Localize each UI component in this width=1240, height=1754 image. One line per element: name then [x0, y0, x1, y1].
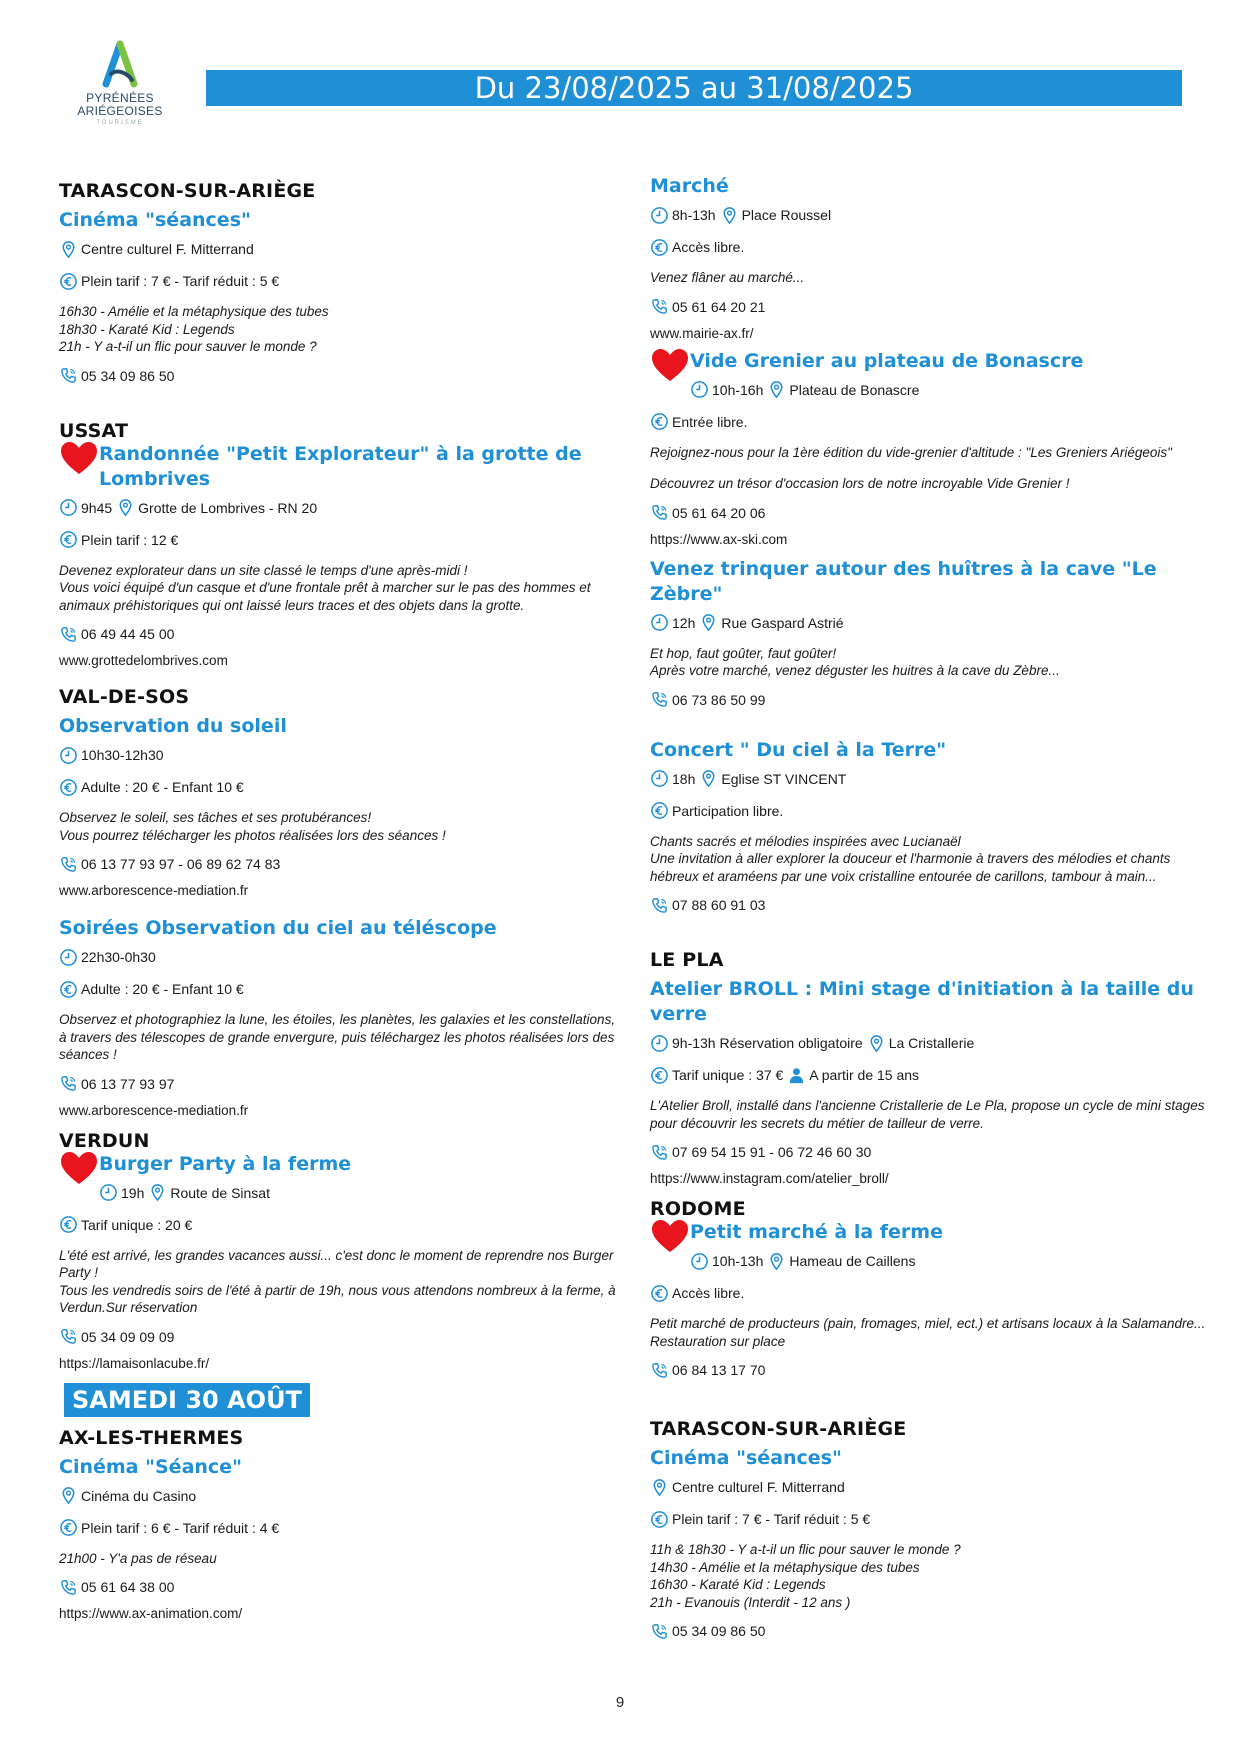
clock-icon — [650, 1034, 669, 1053]
euro-icon — [59, 1518, 78, 1537]
desc-line: 21h - Evanouis (Interdit - 12 ans ) — [650, 1594, 851, 1610]
event-valdesos-telescope — [59, 916, 619, 1120]
event-place: La Cristallerie — [888, 1035, 975, 1051]
event-verdun-burger — [59, 1130, 619, 1373]
event-place-line — [59, 1486, 619, 1506]
event-website[interactable]: www.grottedelombrives.com — [59, 653, 228, 668]
event-place: Grotte de Lombrives - RN 20 — [138, 499, 318, 516]
event-phone-line — [59, 624, 619, 644]
desc-line: 16h30 - Karaté Kid : Legends — [650, 1577, 826, 1592]
event-rodome-marche — [650, 1198, 1210, 1380]
event-phone[interactable]: 06 13 77 93 97 — [81, 1075, 175, 1092]
event-price-line — [650, 1283, 1210, 1303]
right-column — [650, 174, 1210, 1649]
page-number: 9 — [615, 1694, 625, 1711]
event-phone[interactable]: 05 61 64 38 00 — [81, 1579, 175, 1595]
event-title: Marché — [650, 175, 729, 197]
desc-line: Découvrez un trésor d'occasion lors de notre incroyable Vide Grenier ! — [650, 476, 1070, 491]
location-pin-icon — [720, 206, 739, 225]
heart-icon — [59, 440, 99, 476]
event-website[interactable]: https://lamaisonlacube.fr/ — [59, 1355, 210, 1371]
event-phone-line — [650, 297, 1210, 317]
event-time-line — [59, 947, 619, 967]
euro-icon — [650, 1284, 669, 1303]
event-time: 10h30-12h30 — [81, 747, 164, 763]
event-time-line — [650, 769, 1210, 789]
event-price-line — [59, 1215, 619, 1235]
event-time: 22h30-0h30 — [81, 949, 156, 965]
event-place: Hameau de Caillens — [789, 1253, 916, 1269]
phone-icon — [650, 1361, 669, 1380]
clock-icon — [690, 1252, 709, 1271]
event-place: Eglise ST VINCENT — [721, 770, 847, 787]
desc-line: 21h - Y a-t-il un flic pour sauver le monde ? — [59, 339, 317, 354]
euro-icon — [59, 272, 78, 291]
event-phone[interactable]: 07 69 54 15 91 - 06 72 46 60 30 — [672, 1144, 872, 1160]
event-phone[interactable]: 05 61 64 20 06 — [672, 504, 766, 521]
left-column — [59, 180, 619, 1639]
desc-line: 14h30 - Amélie et la métaphysique des tubes — [650, 1559, 920, 1575]
phone-icon — [59, 1074, 78, 1093]
event-ussat-randonnee — [59, 420, 619, 671]
location-pin-icon — [867, 1034, 886, 1053]
town-heading: TARASCON-SUR-ARIÈGE — [650, 1418, 907, 1440]
event-time-line — [650, 380, 1210, 400]
event-phone[interactable]: 05 34 09 09 09 — [81, 1328, 175, 1345]
location-pin-icon — [148, 1183, 167, 1202]
location-pin-icon — [59, 1486, 78, 1505]
event-title: Venez trinquer autour des huîtres à la cave "Le Zèbre" — [650, 557, 1157, 605]
event-website[interactable]: https://www.ax-ski.com — [650, 531, 788, 547]
event-lepla-atelier — [650, 949, 1210, 1188]
heart-icon — [650, 347, 690, 383]
desc-line: Vous voici équipé d'un casque et d'une frontale prêt à marcher sur le pas des hommes et animaux préhistoriques qui ont laissé leurs traces et des objets dans la grotte. — [59, 580, 591, 613]
event-title-text: Petit marché à la ferme — [690, 1221, 943, 1243]
desc-line: Une invitation à aller explorer la douceur et l'harmonie à travers des mélodies et chants hébreux et araméens par une voix cristalline entourée de carillons, tambour à main... — [650, 851, 1171, 884]
clock-icon — [650, 206, 669, 225]
event-phone[interactable]: 07 88 60 91 03 — [672, 897, 766, 913]
logo — [70, 40, 170, 126]
clock-icon — [650, 613, 669, 632]
location-pin-icon — [767, 380, 786, 399]
event-price-line — [650, 1065, 1210, 1085]
phone-icon — [59, 625, 78, 644]
event-phone[interactable]: 06 73 86 50 99 — [672, 691, 766, 708]
event-vide-grenier — [650, 349, 1210, 549]
desc-line: Rejoignez-nous pour la 1ère édition du vide-grenier d'altitude : "Les Greniers Ariégeois" — [650, 444, 1172, 460]
clock-icon — [59, 498, 78, 517]
euro-icon — [650, 801, 669, 820]
location-pin-icon — [767, 1252, 786, 1271]
phone-icon — [650, 1143, 669, 1162]
event-time-line — [650, 205, 1210, 225]
event-description: 21h00 - Y'a pas de réseau — [59, 1550, 217, 1566]
event-phone-line — [650, 1142, 1210, 1162]
event-description — [650, 444, 1210, 493]
event-price: Adulte : 20 € - Enfant 10 € — [81, 779, 244, 795]
event-phone[interactable]: 06 84 13 17 70 — [672, 1362, 766, 1378]
event-time: 12h — [672, 614, 696, 631]
event-time: 18h — [672, 770, 696, 787]
event-description — [650, 645, 1210, 680]
desc-line: Devenez explorateur dans un site classé le temps d'une après-midi ! — [59, 562, 468, 578]
event-description: Observez et photographiez la lune, les étoiles, les planètes, les galaxies et les constellations, à travers des télescopes de grande envergure, puis téléchargez les photos réalisées lors des séances ! — [59, 1012, 616, 1062]
phone-icon — [59, 366, 78, 385]
event-place: Rue Gaspard Astrié — [721, 614, 844, 631]
euro-icon — [59, 1215, 78, 1234]
event-phone[interactable]: 05 61 64 20 21 — [672, 298, 766, 315]
event-tarascon-cinema-30 — [650, 1418, 1210, 1641]
event-time: 8h-13h — [672, 207, 716, 223]
date-range-banner: Du 23/08/2025 au 31/08/2025 — [206, 70, 1182, 106]
event-ax-cinema — [59, 1427, 619, 1624]
euro-icon — [650, 238, 669, 257]
event-phone-line — [59, 366, 619, 386]
event-phone-line — [650, 690, 1210, 710]
event-huitres — [650, 557, 1210, 710]
event-price: Accès libre. — [672, 239, 745, 255]
town-heading: RODOME — [650, 1198, 746, 1220]
event-phone-line — [650, 1360, 1210, 1380]
desc-line: Restauration sur place — [650, 1333, 786, 1349]
location-pin-icon — [699, 613, 718, 632]
event-title: Cinéma "séances" — [59, 209, 251, 231]
heart-icon — [59, 1150, 99, 1186]
phone-icon — [59, 855, 78, 874]
euro-icon — [59, 530, 78, 549]
desc-line: Chants sacrés et mélodies inspirées avec Lucianaël — [650, 833, 961, 849]
event-price: Tarif unique : 20 € — [81, 1216, 193, 1233]
location-pin-icon — [59, 240, 78, 259]
event-description — [650, 833, 1210, 886]
event-price: Accès libre. — [672, 1285, 745, 1301]
event-title: Atelier BROLL : Mini stage d'initiation à la taille du verre — [650, 978, 1194, 1025]
event-time: 10h-13h — [712, 1253, 764, 1269]
town-heading: LE PLA — [650, 949, 724, 971]
event-tarascon-cinema — [59, 180, 619, 386]
phone-icon — [650, 896, 669, 915]
event-title — [650, 349, 1210, 374]
event-website[interactable]: https://www.instagram.com/atelier_broll/ — [650, 1171, 889, 1186]
event-title: Soirées Observation du ciel au téléscope — [59, 917, 497, 939]
person-icon — [787, 1066, 806, 1085]
clock-icon — [59, 948, 78, 967]
event-price-line — [59, 1518, 619, 1538]
location-pin-icon — [699, 769, 718, 788]
clock-icon — [650, 769, 669, 788]
phone-icon — [59, 1327, 78, 1346]
event-price: Entrée libre. — [672, 413, 748, 430]
desc-line: L'été est arrivé, les grandes vacances aussi... c'est donc le moment de reprendre nos Burger Party ! — [59, 1247, 614, 1280]
phone-icon — [650, 503, 669, 522]
event-price-line — [650, 1509, 1210, 1529]
event-valdesos-soleil — [59, 686, 619, 900]
event-time-line — [59, 745, 619, 765]
clock-icon — [99, 1183, 118, 1202]
event-marche — [650, 174, 1210, 343]
desc-line: Observez le soleil, ses tâches et ses protubérances! — [59, 810, 372, 825]
event-time: 9h-13h Réservation obligatoire — [672, 1035, 863, 1051]
event-phone-line — [59, 1577, 619, 1597]
event-place: Cinéma du Casino — [81, 1487, 197, 1504]
event-place-line — [650, 1477, 1210, 1497]
event-time-line — [650, 1251, 1210, 1271]
euro-icon — [59, 980, 78, 999]
event-title — [650, 1220, 1210, 1245]
day-banner: SAMEDI 30 AOÛT — [64, 1383, 310, 1417]
town-heading: VAL-DE-SOS — [59, 686, 190, 708]
event-place: Place Roussel — [741, 207, 832, 223]
event-price: Plein tarif : 7 € - Tarif réduit : 5 € — [672, 1511, 871, 1527]
town-heading: USSAT — [59, 419, 129, 442]
desc-line: Vous pourrez télécharger les photos réalisées lors des séances ! — [59, 827, 446, 843]
event-price-line — [650, 801, 1210, 821]
event-price-line — [650, 237, 1210, 257]
event-price: Plein tarif : 7 € - Tarif réduit : 5 € — [81, 273, 280, 289]
event-title: Cinéma "séances" — [650, 1447, 842, 1469]
event-place: Centre culturel F. Mitterrand — [672, 1479, 845, 1495]
event-website[interactable]: www.arborescence-mediation.fr — [59, 883, 249, 898]
event-phone-line — [59, 1074, 619, 1094]
event-time: 10h-16h — [712, 381, 764, 398]
desc-line: 11h & 18h30 - Y a-t-il un flic pour sauver le monde ? — [650, 1542, 961, 1557]
event-price-line — [59, 777, 619, 797]
event-price: Adulte : 20 € - Enfant 10 € — [81, 981, 244, 997]
event-website[interactable]: www.mairie-ax.fr/ — [650, 325, 754, 341]
event-website[interactable]: https://www.ax-animation.com/ — [59, 1606, 243, 1621]
phone-icon — [650, 690, 669, 709]
event-title: Concert " Du ciel à la Terre" — [650, 738, 947, 761]
logo-mark-icon — [98, 40, 142, 92]
euro-icon — [650, 1066, 669, 1085]
event-place: Centre culturel F. Mitterrand — [81, 241, 254, 257]
logo-line-1: PYRÉNÉES — [86, 91, 154, 105]
event-time-line — [650, 613, 1210, 633]
event-description — [650, 1315, 1210, 1350]
event-description — [59, 562, 619, 615]
desc-line: Et hop, faut goûter, faut goûter! — [650, 645, 837, 661]
logo-line-2: ARIÉGEOISES — [77, 104, 163, 118]
event-title-text: Vide Grenier au plateau de Bonascre — [690, 349, 1084, 372]
event-website[interactable]: www.arborescence-mediation.fr — [59, 1102, 249, 1118]
desc-line: 18h30 - Karaté Kid : Legends — [59, 321, 235, 337]
euro-icon — [650, 412, 669, 431]
event-phone[interactable]: 05 34 09 86 50 — [81, 367, 175, 384]
event-time: 9h45 — [81, 499, 113, 516]
event-description — [59, 1247, 619, 1317]
phone-icon — [650, 1622, 669, 1641]
event-phone-line — [59, 854, 619, 874]
clock-icon — [59, 746, 78, 765]
event-age: A partir de 15 ans — [809, 1067, 920, 1083]
euro-icon — [650, 1510, 669, 1529]
event-phone[interactable]: 06 13 77 93 97 - 06 89 62 74 83 — [81, 856, 281, 872]
event-phone-line — [650, 503, 1210, 523]
event-time-line — [59, 1183, 619, 1203]
phone-icon — [650, 297, 669, 316]
event-phone[interactable]: 06 49 44 45 00 — [81, 626, 175, 642]
event-price: Participation libre. — [672, 802, 784, 819]
heart-icon — [650, 1218, 690, 1254]
clock-icon — [690, 380, 709, 399]
event-title-text: Burger Party à la ferme — [99, 1152, 352, 1175]
event-price-line — [59, 271, 619, 291]
event-title: Cinéma "Séance" — [59, 1455, 242, 1478]
event-title-text: Randonnée "Petit Explorateur" à la grotte de Lombrives — [99, 442, 582, 490]
event-time: 19h — [121, 1184, 145, 1201]
event-title — [59, 1152, 619, 1177]
desc-line: Tous les vendredis soirs de l'été à partir de 19h, nous vous attendons nombreux à la ferme, à Verdun.Sur réservation — [59, 1282, 616, 1315]
desc-line: Petit marché de producteurs (pain, fromages, miel, ect.) et artisans locaux à la Salamandre... — [650, 1316, 1206, 1331]
event-title — [59, 442, 619, 492]
event-place: Plateau de Bonascre — [789, 381, 920, 398]
town-heading: TARASCON-SUR-ARIÈGE — [59, 180, 316, 202]
event-description — [59, 303, 619, 356]
desc-line: Après votre marché, venez déguster les huitres à la cave du Zèbre... — [650, 663, 1060, 678]
phone-icon — [59, 1578, 78, 1597]
event-phone-line — [650, 895, 1210, 915]
location-pin-icon — [650, 1478, 669, 1497]
event-description: Venez flâner au marché... — [650, 270, 805, 285]
event-description — [59, 809, 619, 844]
event-time-line — [59, 498, 619, 518]
event-price-line — [650, 412, 1210, 432]
event-phone[interactable]: 05 34 09 86 50 — [672, 1623, 766, 1639]
event-price-line — [59, 979, 619, 999]
town-heading: AX-LES-THERMES — [59, 1426, 244, 1449]
desc-line: 16h30 - Amélie et la métaphysique des tubes — [59, 304, 329, 319]
location-pin-icon — [116, 498, 135, 517]
event-price-line — [59, 530, 619, 550]
event-price: Plein tarif : 12 € — [81, 531, 179, 548]
event-concert — [650, 738, 1210, 916]
event-description: L'Atelier Broll, installé dans l'ancienne Cristallerie de Le Pla, propose un cycle de mini stages pour découvrir les secrets du métier de tailleur de verre. — [650, 1098, 1205, 1131]
event-phone-line — [650, 1621, 1210, 1641]
event-place-line — [59, 239, 619, 259]
logo-line-3: TOURISME — [96, 120, 144, 126]
event-phone-line — [59, 1327, 619, 1347]
euro-icon — [59, 778, 78, 797]
event-title: Observation du soleil — [59, 715, 287, 737]
event-price: Plein tarif : 6 € - Tarif réduit : 4 € — [81, 1519, 280, 1536]
event-description — [650, 1541, 1210, 1611]
event-place: Route de Sinsat — [170, 1184, 270, 1201]
event-price: Tarif unique : 37 € — [672, 1067, 784, 1083]
event-time-line — [650, 1033, 1210, 1053]
town-heading: VERDUN — [59, 1129, 150, 1152]
